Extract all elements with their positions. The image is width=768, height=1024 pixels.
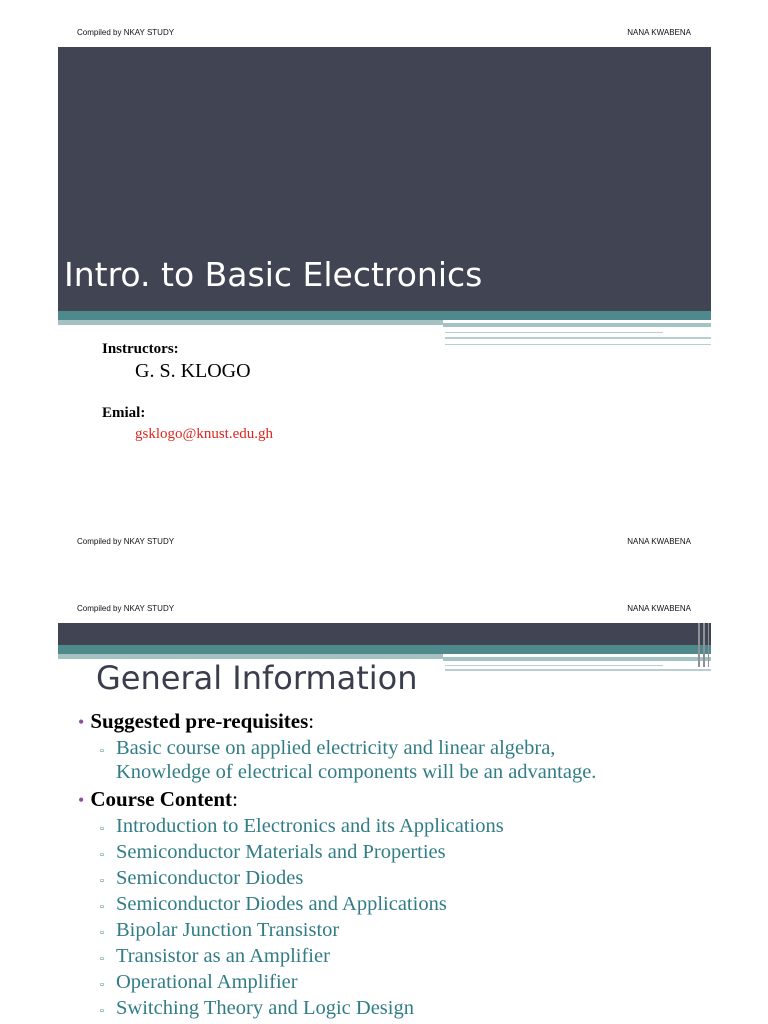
instructors-label: Instructors:: [102, 341, 179, 357]
square-bullet-icon: ▫: [100, 1005, 104, 1017]
accent-line: [445, 665, 663, 666]
bullet-prerequisites: • Suggested pre-requisites:: [78, 709, 315, 733]
accent-bar-light: [58, 320, 443, 325]
square-bullet-icon: ▫: [100, 901, 104, 913]
square-bullet-icon: ▫: [100, 745, 104, 757]
accent-bar-light-right: [443, 657, 711, 661]
square-bullet-icon: ▫: [100, 953, 104, 965]
slide-banner: [58, 623, 711, 645]
bullet-course-content: • Course Content:: [78, 787, 238, 811]
accent-line: [445, 344, 711, 345]
square-bullet-icon: ▫: [100, 927, 104, 939]
bullet-icon: •: [78, 790, 85, 810]
accent-line: [445, 337, 711, 339]
accent-bar: [58, 645, 711, 654]
email-link[interactable]: gsklogo@knust.edu.gh: [135, 426, 273, 442]
header-left-text: Compiled by NKAY STUDY: [77, 28, 175, 37]
footer-left-text: Compiled by NKAY STUDY: [77, 537, 175, 546]
edge-stripe: [703, 623, 705, 667]
email-label: Emial:: [102, 405, 146, 421]
header-left-text: Compiled by NKAY STUDY: [77, 604, 175, 613]
accent-bar-light-right: [443, 323, 711, 327]
square-bullet-icon: ▫: [100, 823, 104, 835]
accent-line: [445, 332, 663, 333]
header-right-text: NANA KWABENA: [627, 604, 691, 613]
square-bullet-icon: ▫: [100, 875, 104, 887]
edge-stripe: [708, 623, 709, 667]
square-bullet-icon: ▫: [100, 979, 104, 991]
edge-stripe: [698, 623, 700, 667]
bullet-icon: •: [78, 712, 85, 732]
accent-line: [445, 669, 711, 671]
slide-title-text: Intro. to Basic Electronics: [64, 255, 483, 294]
slide-title: [58, 47, 711, 467]
header-right-text: NANA KWABENA: [627, 28, 691, 37]
slide-title-text: General Information: [96, 659, 418, 697]
slide-general-information: General Information • Suggested pre-requisites: ▫ Basic course on applied electricity and linear algebra, Knowledge of electrical components will be an advantage. • Course Content: ▫ Introduction to Electronics and its Applications ▫ Semiconductor Materials and Properties ▫ Semiconductor Diodes ▫ Semiconductor Diodes and Applications ▫ Bipolar Junction Transistor ▫ Transistor as an Amplifier ▫ Operational Amplifier ▫ Switching Theory and Logic Design: [58, 623, 711, 1024]
footer-right-text: NANA KWABENA: [627, 537, 691, 546]
instructor-name: G. S. KLOGO: [135, 360, 251, 382]
accent-bar: [58, 311, 711, 320]
square-bullet-icon: ▫: [100, 849, 104, 861]
